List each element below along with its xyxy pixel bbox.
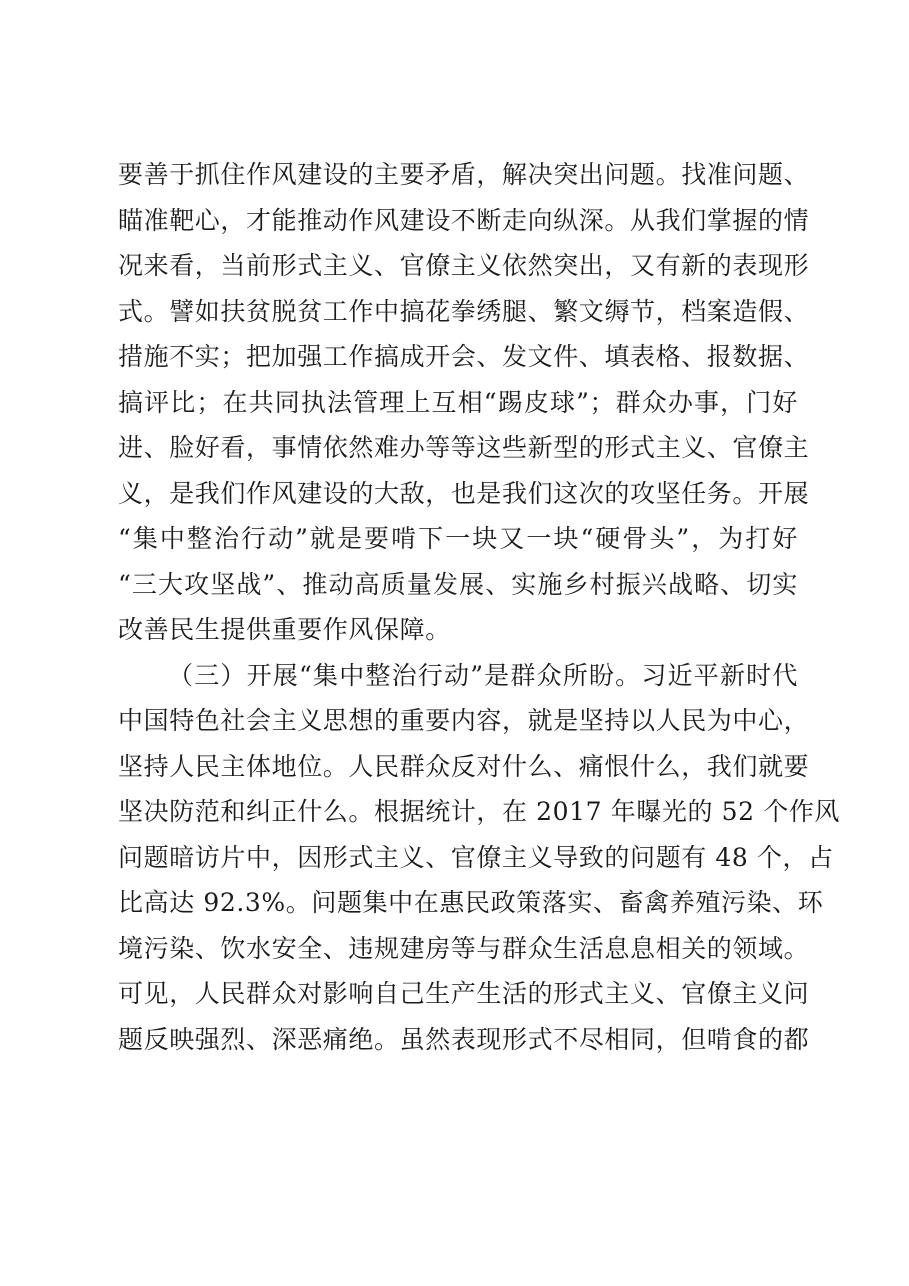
paragraph-2-line: 比高达 92.3%。问题集中在惠民政策落实、畜禽养殖污染、环 — [118, 888, 824, 917]
body-text — [118, 152, 841, 1062]
paragraph-2-line: 问题暗访片中，因形式主义、官僚主义导致的问题有 48 个，占 — [118, 842, 834, 872]
paragraph-1-line: “集中整治行动”就是要啃下一块又一块“硬骨头”，为打好 — [118, 524, 798, 553]
paragraph-1-line: “三大攻坚战”、推动高质量发展、实施乡村振兴战略、切实 — [118, 569, 798, 599]
paragraph-1-line: 式。譬如扶贫脱贫工作中搞花拳绣腿、繁文缛节，档案造假、 — [118, 296, 810, 326]
paragraph-2-line: 坚持人民主体地位。人民群众反对什么、痛恨什么，我们就要 — [118, 751, 810, 781]
paragraph-1-line: 要善于抓住作风建设的主要矛盾，解决突出问题。找准问题、 — [118, 160, 810, 189]
paragraph-2-line: 可见，人民群众对影响自己生产生活的形式主义、官僚主义问 — [118, 979, 810, 1008]
paragraph-2-line: 中国特色社会主义思想的重要内容，就是坚持以人民为中心， — [118, 706, 810, 735]
paragraph-2-line: （三）开展“集中整治行动”是群众所盼。习近平新时代 — [168, 660, 798, 690]
paragraph-1-line: 进、脸好看，事情依然难办等等这些新型的形式主义、官僚主 — [118, 433, 810, 462]
paragraph-1-line: 改善民生提供重要作风保障。 — [118, 615, 451, 644]
paragraph-2-line: 坚决防范和纠正什么。根据统计，在 2017 年曝光的 52 个作风 — [118, 797, 841, 826]
paragraph-1-line: 义，是我们作风建设的大敌，也是我们这次的攻坚任务。开展 — [118, 478, 810, 508]
paragraph-2-line: 题反映强烈、深恶痛绝。虽然表现形式不尽相同，但啃食的都 — [118, 1024, 810, 1054]
paragraph-2-line: 境污染、饮水安全、违规建房等与群众生活息息相关的领域。 — [118, 933, 810, 963]
paragraph-1-line: 瞄准靶心，才能推动作风建设不断走向纵深。从我们掌握的情 — [118, 205, 810, 235]
paragraph-1-line: 措施不实；把加强工作搞成开会、发文件、填表格、报数据、 — [118, 342, 810, 371]
paragraph-1-line: 况来看，当前形式主义、官僚主义依然突出，又有新的表现形 — [118, 251, 810, 280]
paragraph-1-line: 搞评比；在共同执法管理上互相“踢皮球”；群众办事，门好 — [118, 387, 798, 417]
